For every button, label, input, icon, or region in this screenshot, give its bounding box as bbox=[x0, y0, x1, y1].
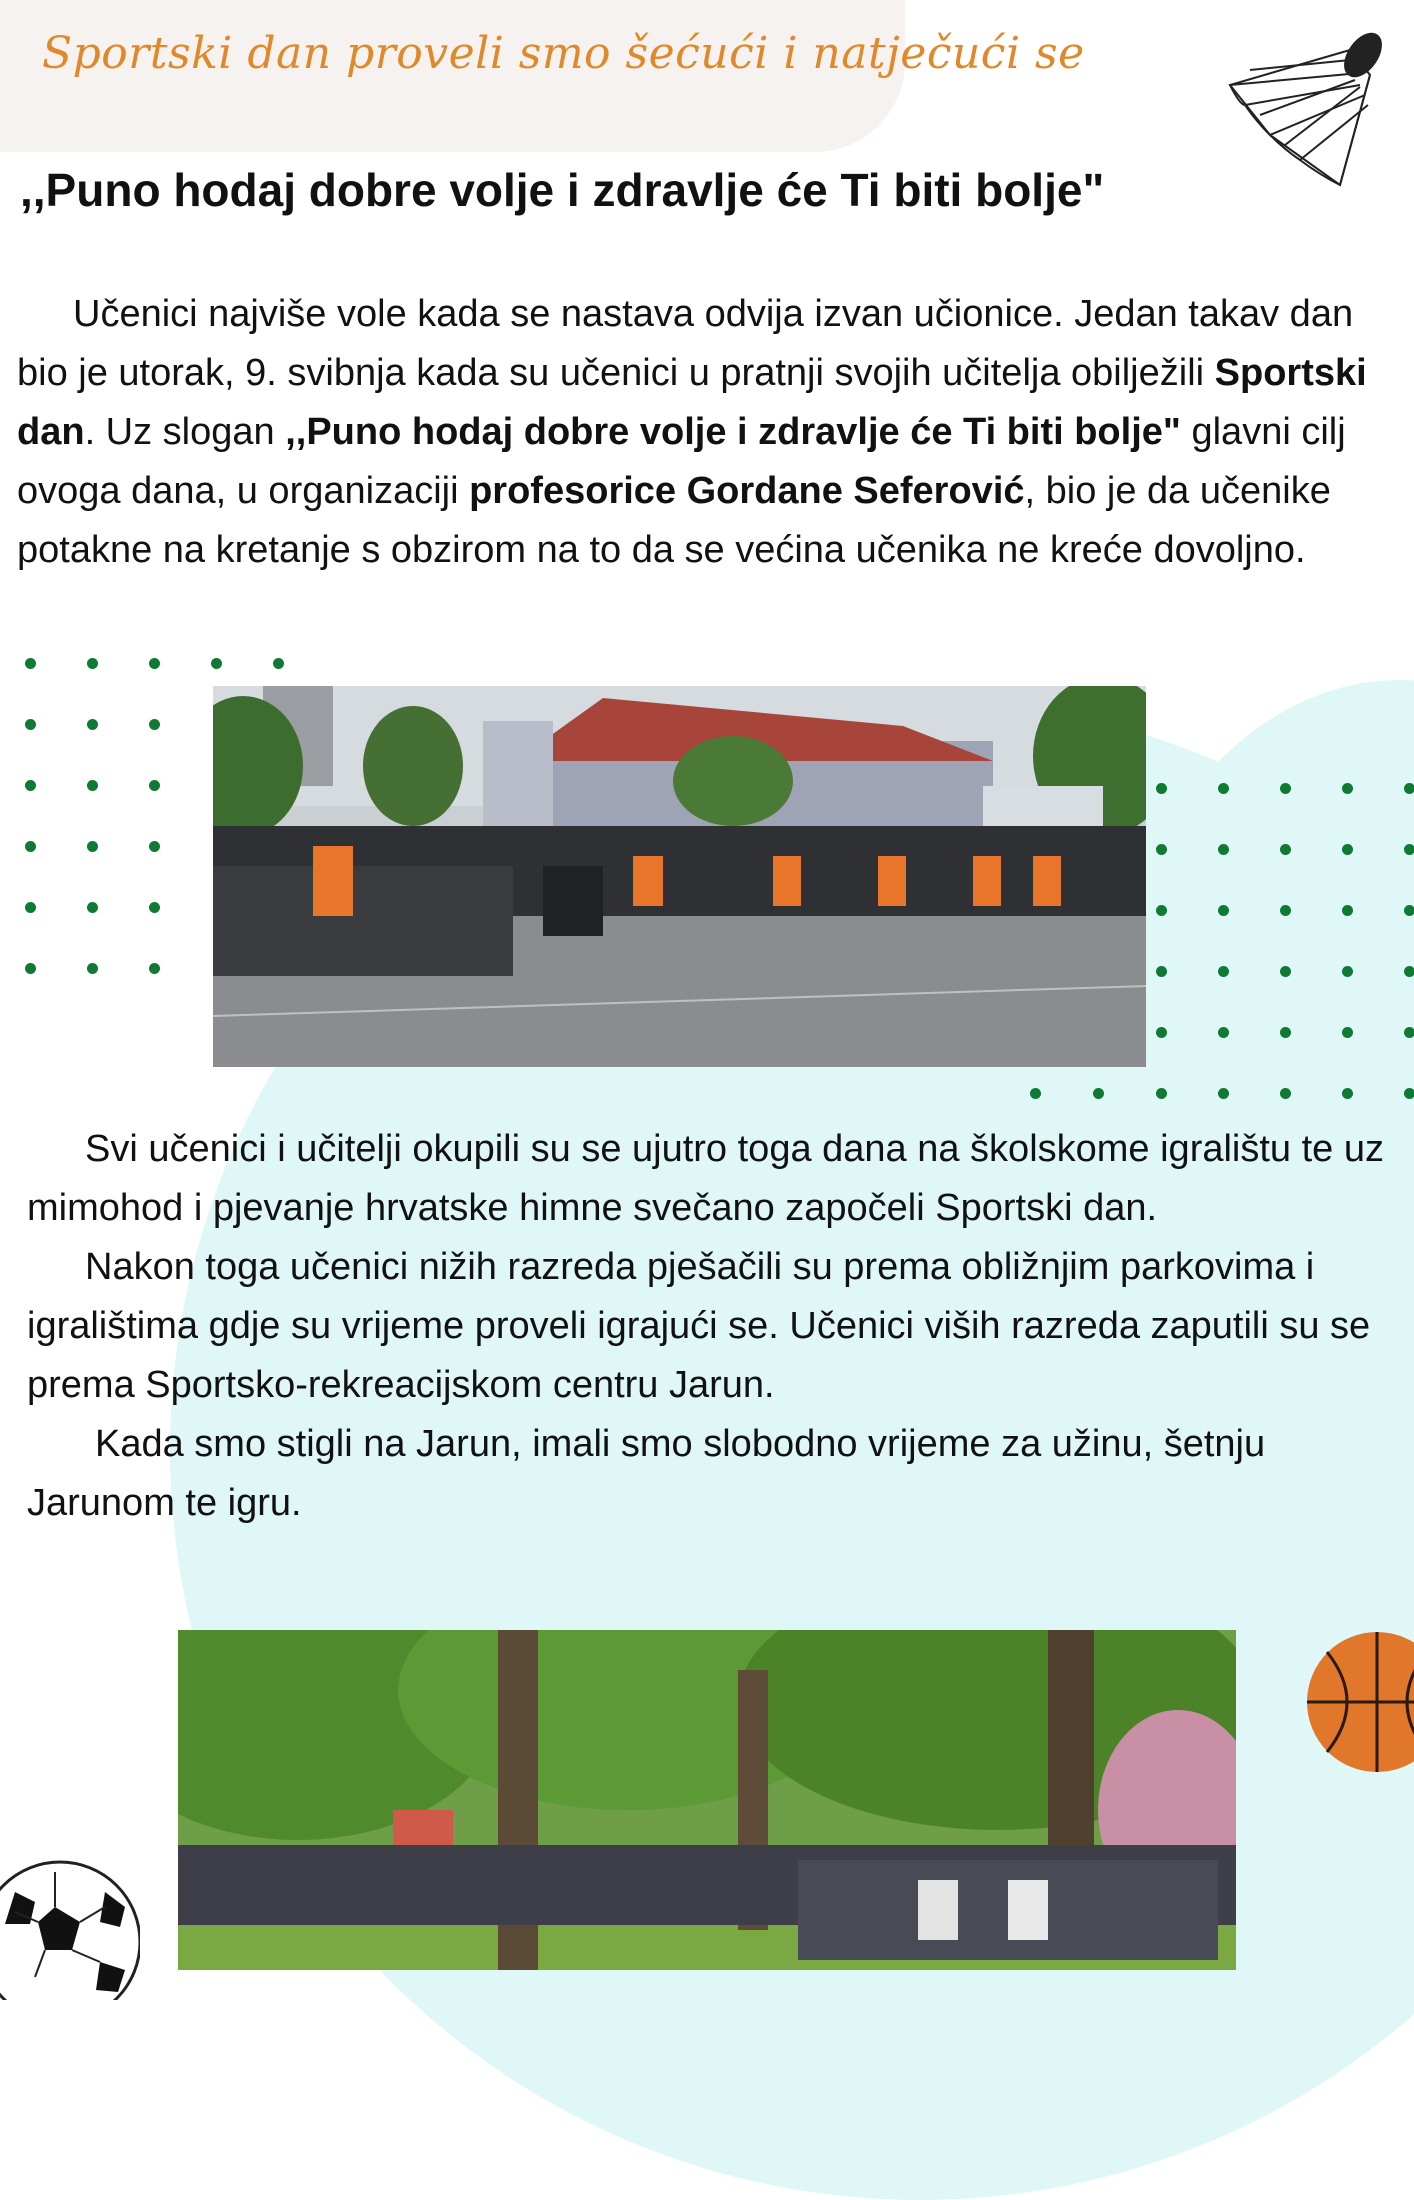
intro-bold-slogan: ,,Puno hodaj dobre volje i zdravlje će Ti biti bolje" bbox=[285, 411, 1181, 453]
paragraph-hiking: Nakon toga učenici nižih razreda pješačili su prema obližnjim parkovima i igralištima gdje su vrijeme proveli igrajući se. Učenici viših razreda zaputili su se prema Sportsko-rekreacijskom centru Jarun. bbox=[27, 1246, 1371, 1406]
dot bbox=[1404, 844, 1414, 855]
intro-bold-teacher: profesorice Gordane Seferović bbox=[469, 470, 1025, 512]
article-slogan-heading: ,,Puno hodaj dobre volje i zdravlje će Ti biti bolje" bbox=[20, 164, 1105, 216]
dot bbox=[1280, 1088, 1291, 1099]
dot bbox=[1156, 1088, 1167, 1099]
dot bbox=[1218, 844, 1229, 855]
dot bbox=[87, 780, 98, 791]
dot bbox=[25, 780, 36, 791]
dot bbox=[149, 841, 160, 852]
dot bbox=[1342, 783, 1353, 794]
dot bbox=[1218, 966, 1229, 977]
dot bbox=[1404, 783, 1414, 794]
dot bbox=[1156, 783, 1167, 794]
dot bbox=[149, 902, 160, 913]
dot bbox=[1404, 1088, 1414, 1099]
basketball-icon bbox=[1292, 1630, 1414, 1775]
dot bbox=[1218, 1088, 1229, 1099]
dot bbox=[1218, 905, 1229, 916]
dot bbox=[1218, 783, 1229, 794]
dot bbox=[1280, 966, 1291, 977]
dot bbox=[1342, 1088, 1353, 1099]
photo-schoolyard-gathering bbox=[213, 686, 1146, 1067]
paragraph-jarun: Kada smo stigli na Jarun, imali smo slobodno vrijeme za užinu, šetnju Jarunom te igru. bbox=[27, 1423, 1266, 1524]
intro-text-a: Učenici najviše vole kada se nastava odvija izvan učionice. Jedan takav dan bio je utorak, 9. svibnja kada su učenici u pratnji svojih učitelja obilježili bbox=[17, 293, 1354, 394]
dot bbox=[25, 719, 36, 730]
dot bbox=[1156, 905, 1167, 916]
dot bbox=[1093, 1088, 1104, 1099]
dot bbox=[1156, 844, 1167, 855]
intro-text-g: , bio je da učenike potakne na kretanje s obzirom na to da se većina učenika ne kreće dovoljno. bbox=[17, 470, 1331, 571]
dot bbox=[1156, 966, 1167, 977]
paragraph-intro bbox=[17, 285, 1402, 580]
paragraph-body bbox=[27, 1120, 1397, 1533]
dot bbox=[1156, 1027, 1167, 1038]
dot bbox=[1342, 905, 1353, 916]
dot bbox=[25, 963, 36, 974]
dot bbox=[1030, 1088, 1041, 1099]
intro-text-e: glavni cilj ovoga dana, u organizaciji bbox=[17, 411, 1346, 512]
header-title: Sportski dan proveli smo šećući i natječući se bbox=[42, 28, 1085, 79]
dot bbox=[87, 963, 98, 974]
dot bbox=[1280, 844, 1291, 855]
soccer-ball-icon bbox=[0, 1852, 140, 2000]
intro-bold-event: Sportski dan bbox=[17, 352, 1367, 453]
dot bbox=[87, 902, 98, 913]
dot bbox=[1280, 1027, 1291, 1038]
dot bbox=[87, 658, 98, 669]
dot bbox=[1342, 844, 1353, 855]
dot bbox=[1218, 1027, 1229, 1038]
dot bbox=[87, 719, 98, 730]
paragraph-gathering: Svi učenici i učitelji okupili su se ujutro toga dana na školskome igralištu te uz mimohod i pjevanje hrvatske himne svečano započeli Sportski dan. bbox=[27, 1128, 1384, 1229]
dot bbox=[1342, 966, 1353, 977]
dot bbox=[25, 658, 36, 669]
dot bbox=[25, 902, 36, 913]
dot bbox=[1404, 1027, 1414, 1038]
intro-text-c: . Uz slogan bbox=[84, 411, 286, 453]
dot bbox=[149, 780, 160, 791]
photo-jarun-park bbox=[178, 1630, 1236, 1970]
dot bbox=[149, 719, 160, 730]
dot bbox=[1342, 1027, 1353, 1038]
dot bbox=[1404, 905, 1414, 916]
dot bbox=[1404, 966, 1414, 977]
dot bbox=[1280, 905, 1291, 916]
dot bbox=[25, 841, 36, 852]
dot bbox=[149, 658, 160, 669]
dot bbox=[87, 841, 98, 852]
dot bbox=[273, 658, 284, 669]
dot bbox=[211, 658, 222, 669]
dot bbox=[149, 963, 160, 974]
dot bbox=[1280, 783, 1291, 794]
